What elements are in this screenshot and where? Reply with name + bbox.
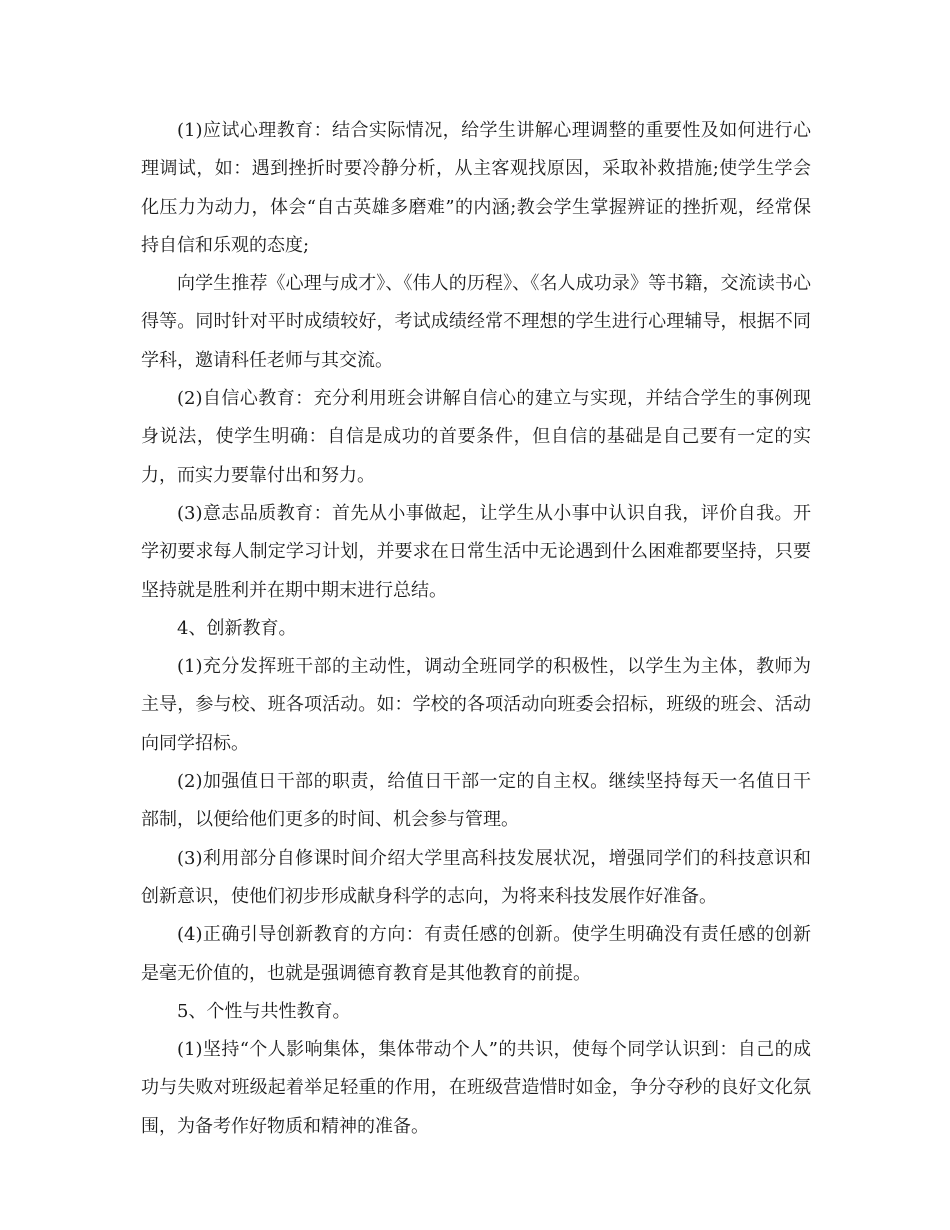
paragraph-book-recommendation: 向学生推荐《心理与成才》、《伟人的历程》、《名人成功录》等书籍，交流读书心得等。同时针对平时成绩较好，考试成绩经常不理想的学生进行心理辅导，根据不同学科，邀请科任老师与其交流。 — [141, 273, 811, 371]
paragraph-willpower: (3)意志品质教育：首先从小事做起，让学生从小事中认识自我，评价自我。开学初要求每人制定学习计划，并要求在日常生活中无论遇到什么困难都要坚持，只要坚持就是胜利并在期中期末进行总结。 — [141, 502, 811, 601]
paragraph-technology: (3)利用部分自修课时间介绍大学里高科技发展状况，增强同学们的科技意识和创新意识，使他们初步形成献身科学的志向，为将来科技发展作好准备。 — [141, 847, 811, 907]
paragraph-collective: (1)坚持“个人影响集体，集体带动个人”的共识，使每个同学认识到：自己的成功与失败对班级起着举足轻重的作用，在班级营造惜时如金，争分夺秒的良好文化氛围，为备考作好物质和精神的准备。 — [141, 1039, 811, 1137]
document-page — [141, 112, 811, 1146]
section-heading-individuality: 5、个性与共性教育。 — [177, 1000, 351, 1022]
paragraph-confidence: (2)自信心教育：充分利用班会讲解自信心的建立与实现，并结合学生的事例现身说法，使学生明确：自信是成功的首要条件，但自信的基础是自己要有一定的实力，而实力要靠付出和努力。 — [141, 388, 811, 486]
paragraph-responsible-innovation: (4)正确引导创新教育的方向：有责任感的创新。使学生明确没有责任感的创新是毫无价值的，也就是强调德育教育是其他教育的前提。 — [141, 924, 811, 984]
paragraph-class-cadres: (1)充分发挥班干部的主动性，调动全班同学的积极性，以学生为主体，教师为主导，参与校、班各项活动。如：学校的各项活动向班委会招标，班级的班会、活动向同学招标。 — [141, 656, 811, 754]
section-heading-innovation: 4、创新教育。 — [177, 617, 297, 639]
paragraph-duty-cadres: (2)加强值日干部的职责，给值日干部一定的自主权。继续坚持每天一名值日干部制，以便给他们更多的时间、机会参与管理。 — [141, 771, 811, 831]
paragraph-test-psychology: (1)应试心理教育：结合实际情况，给学生讲解心理调整的重要性及如何进行心理调试，如：遇到挫折时要冷静分析，从主客观找原因，采取补救措施;使学生学会化压力为动力，体会“自古英雄多磨难”的内涵;教会学生掌握辨证的挫折观，经常保持自信和乐观的态度; — [141, 120, 811, 256]
